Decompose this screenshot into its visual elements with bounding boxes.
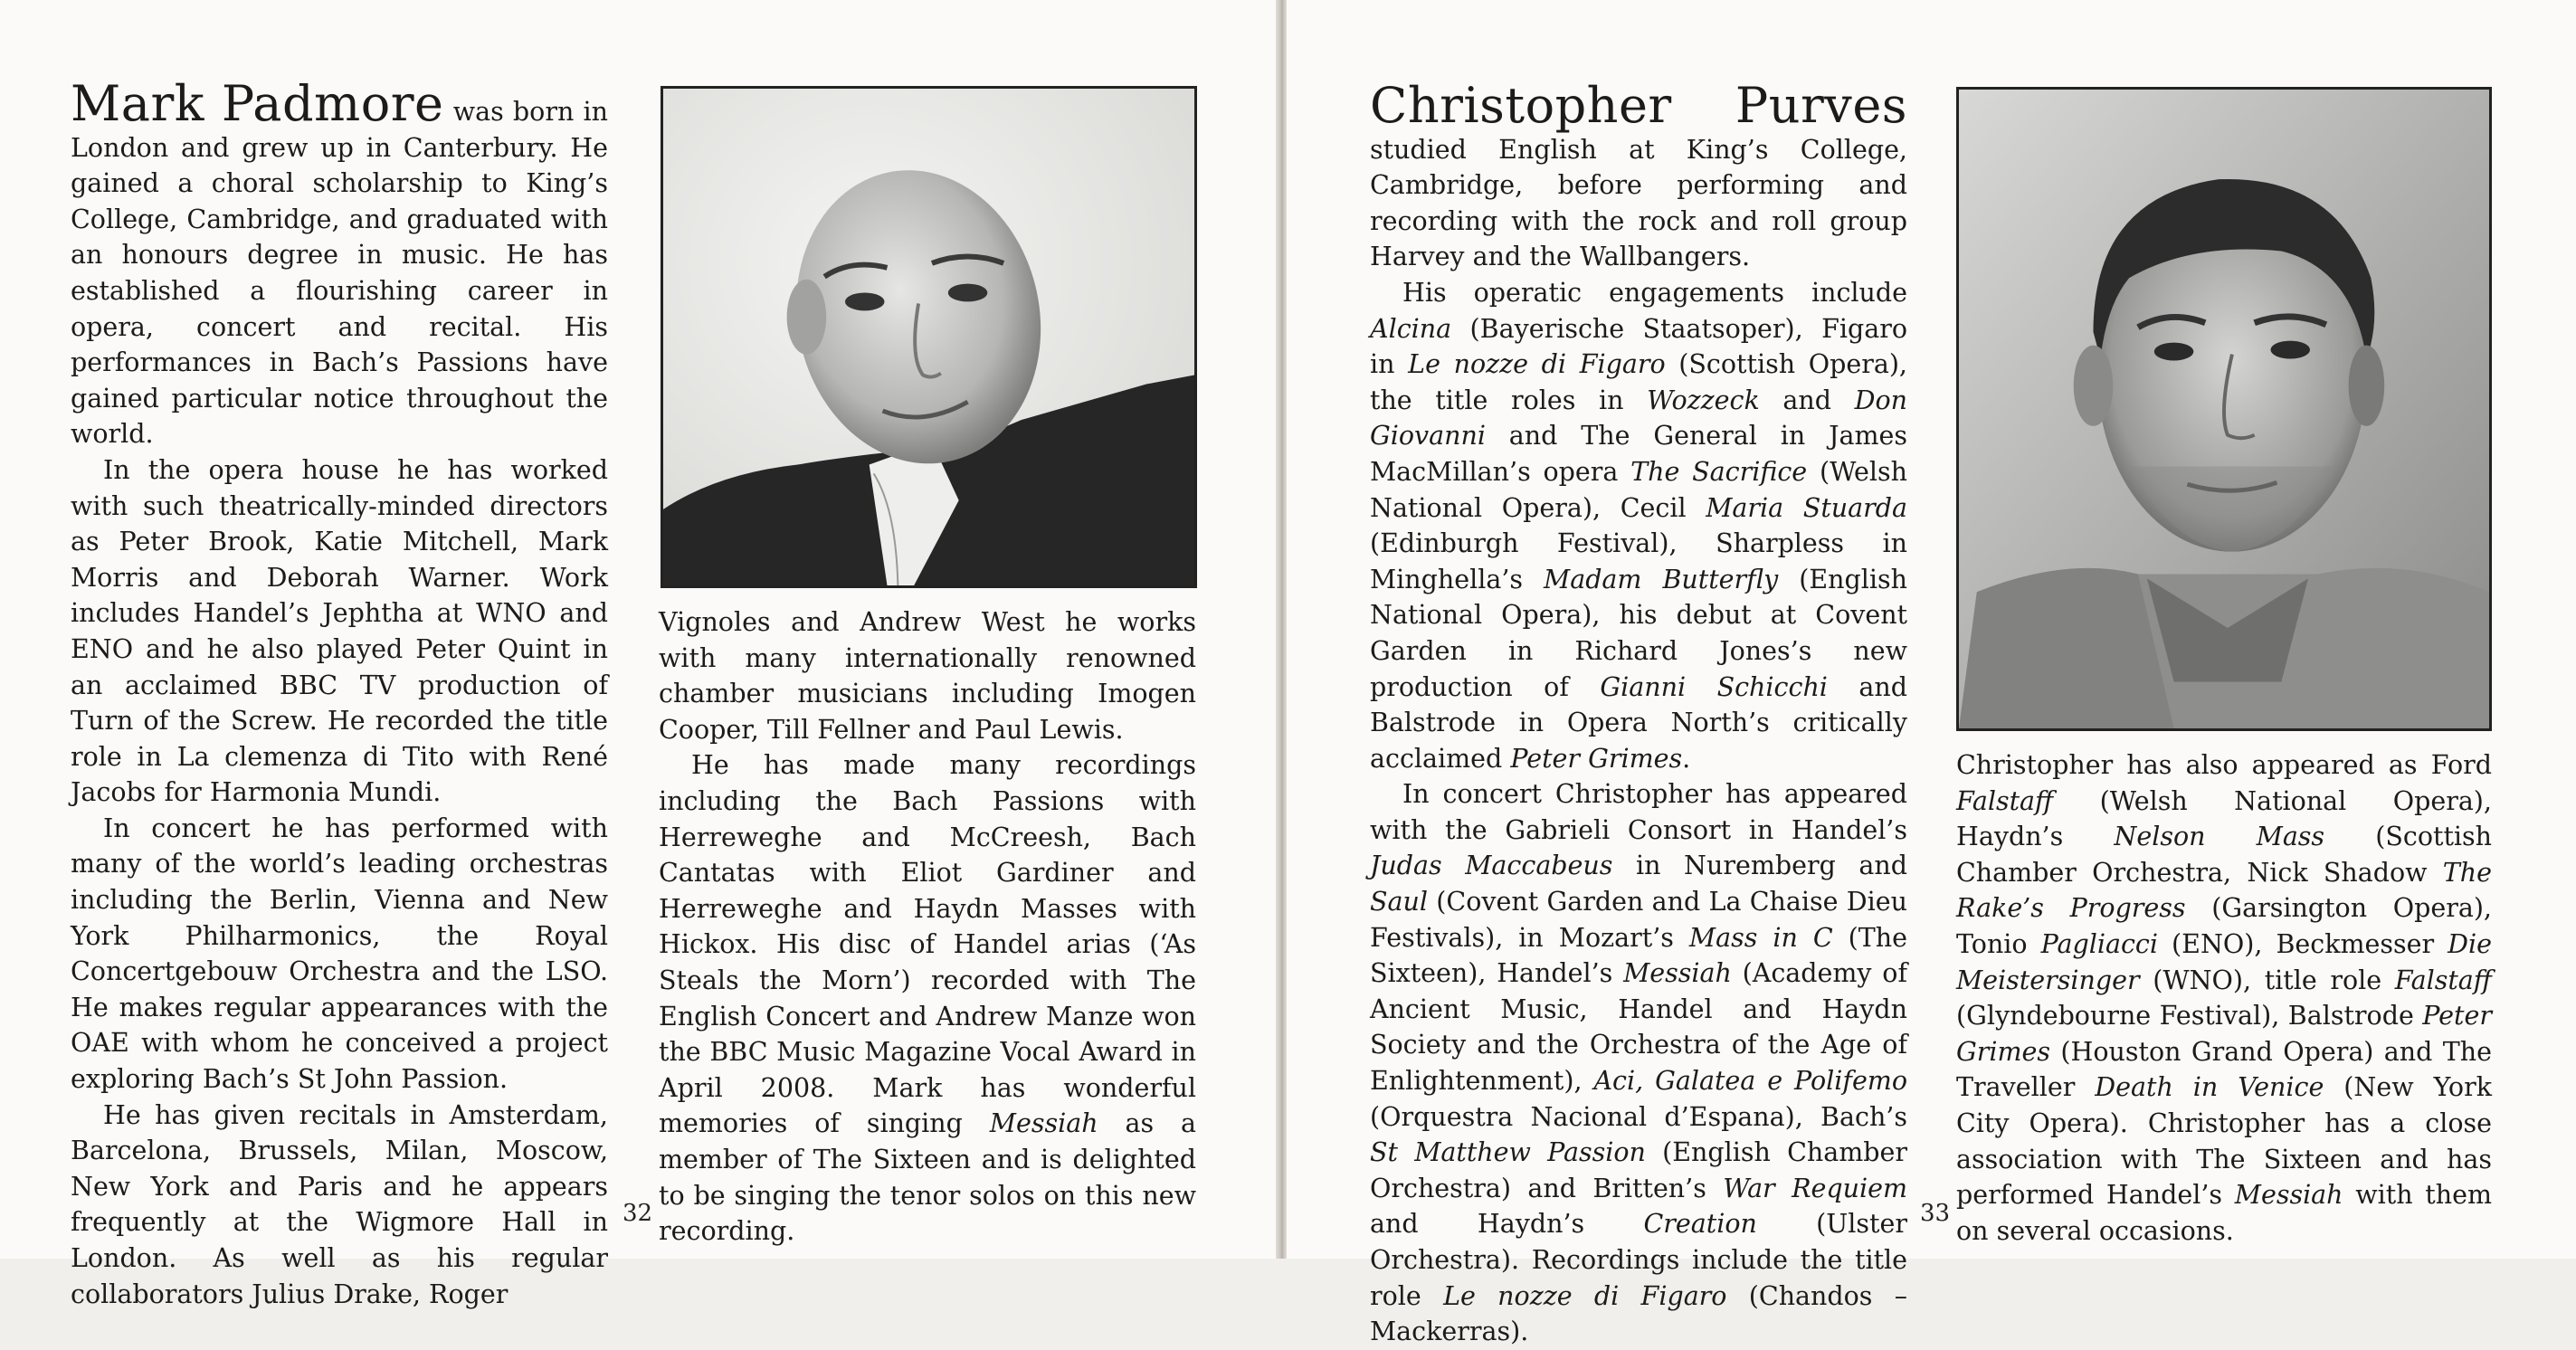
italic-title: Peter Grimes bbox=[1510, 743, 1683, 774]
italic-title: Death in Venice bbox=[2095, 1072, 2324, 1103]
italic-title: Falstaff bbox=[2394, 965, 2492, 995]
italic-title: Nelson Mass bbox=[2114, 822, 2325, 852]
page-number-left: 32 bbox=[623, 1200, 653, 1227]
bio-paragraph bbox=[1370, 77, 1907, 275]
right-page bbox=[1287, 0, 2576, 1347]
bio-paragraph bbox=[71, 452, 608, 811]
padmore-bio-column-2 bbox=[659, 604, 1196, 1250]
text-run: (Covent Garden and La Chaise Dieu Festivals), in Mozart’s bbox=[1370, 887, 1907, 953]
italic-title: The Sacrifice bbox=[1630, 456, 1808, 487]
bio-paragraph bbox=[1956, 747, 2492, 1249]
bio-paragraph bbox=[1370, 275, 1907, 776]
italic-title: Creation bbox=[1643, 1209, 1757, 1240]
text-run: (Bayerische Staatsoper), Figaro in bbox=[1370, 313, 1907, 380]
italic-title: Madam Butterfly bbox=[1544, 564, 1779, 594]
text-run: (Houston Grand Opera) and The Traveller bbox=[1956, 1036, 2492, 1103]
text-run: (Edinburgh Festival), Sharpless in Minghella’s bbox=[1370, 528, 1907, 594]
left-page bbox=[0, 0, 1276, 1309]
italic-title: Saul bbox=[1370, 887, 1428, 917]
text-run: (Welsh National Opera), Cecil bbox=[1370, 456, 1908, 523]
text-run: In concert Christopher has appeared with the Gabrieli Consort in Handel’s bbox=[1370, 779, 1907, 845]
italic-title: Messiah bbox=[1623, 958, 1732, 989]
text-run: (Orquestra Nacional d’Espana), Bach’s bbox=[1370, 1101, 1907, 1132]
text-run: . bbox=[1682, 743, 1691, 774]
text-run: (ENO), Beckmesser bbox=[2158, 928, 2448, 959]
text-run: (Scottish Chamber Orchestra, Nick Shadow bbox=[1956, 822, 2492, 888]
text-run: (Chandos – Mackerras). bbox=[1370, 1280, 1907, 1347]
text-run: (Welsh National Opera), Haydn’s bbox=[1956, 785, 2492, 852]
text-run: (WNO), title role bbox=[2139, 965, 2395, 995]
italic-title: Le nozze di Figaro bbox=[1408, 349, 1666, 380]
mark-padmore-portrait bbox=[661, 86, 1197, 588]
text-run: with them on several occasions. bbox=[1956, 1180, 2492, 1246]
christopher-purves-portrait bbox=[1956, 87, 2492, 731]
italic-title: St Matthew Passion bbox=[1370, 1137, 1646, 1168]
italic-title: Die Meistersinger bbox=[1956, 928, 2492, 995]
text-run: In concert he has performed with many of the world’s leading orchestras including the Berlin, Vienna and New York Philharmonics, the Royal Concertgebouw Orchestra and the LSO. He makes regular appearances with the OAE with whom he conceived a project exploring Bach’s St John Passion. bbox=[71, 813, 608, 1095]
artist-name: Mark Padmore bbox=[71, 75, 444, 132]
italic-title: Wozzeck bbox=[1647, 385, 1760, 415]
text-run: was born in London and grew up in Canterbury. He gained a choral scholarship to King’s College, Cambridge, and graduated with an honours degree in music. He has established a flourishing career in opera, concert and recital. His performances in Bach’s Passions have gained particular notice throughout the world. bbox=[71, 97, 608, 450]
text-run: studied English at King’s College, Cambridge, before performing and recording with the rock and roll group Harvey and the Wallbangers. bbox=[1370, 134, 1907, 272]
text-run: Vignoles and Andrew West he works with many internationally renowned chamber musicians including Imogen Cooper, Till Fellner and Paul Lewis. bbox=[659, 607, 1196, 745]
text-run: and bbox=[1759, 385, 1855, 415]
text-run: and Haydn’s bbox=[1370, 1209, 1644, 1240]
italic-title: Peter Grimes bbox=[1956, 1001, 2492, 1067]
text-run: (The Sixteen), Handel’s bbox=[1370, 922, 1908, 989]
text-run: (New York City Opera). Christopher has a close association with The Sixteen and has performed Handel’s bbox=[1956, 1072, 2492, 1211]
text-run: in Nuremberg and bbox=[1612, 851, 1907, 881]
book-spine bbox=[1276, 0, 1287, 1259]
italic-title: Le nozze di Figaro bbox=[1443, 1280, 1727, 1311]
artist-name: Christopher Purves bbox=[1370, 77, 1907, 134]
padmore-bio-column-1 bbox=[71, 75, 608, 1312]
text-run: (Scottish Opera), the title roles in bbox=[1370, 349, 1907, 415]
text-run: His operatic engagements include bbox=[1402, 277, 1907, 308]
bio-paragraph bbox=[71, 75, 608, 452]
italic-title: Gianni Schicchi bbox=[1600, 671, 1828, 702]
italic-title: Mass in C bbox=[1688, 922, 1833, 953]
text-run: (Ulster Orchestra). Recordings include the title role bbox=[1370, 1209, 1907, 1311]
bio-paragraph bbox=[71, 811, 608, 1098]
text-run: (English National Opera), his debut at Covent Garden in Richard Jones’s new production of bbox=[1370, 564, 1907, 702]
bio-paragraph bbox=[659, 604, 1196, 747]
text-run: and Balstrode in Opera North’s critically acclaimed bbox=[1370, 671, 1908, 774]
text-run: and The General in James MacMillan’s opera bbox=[1370, 421, 1907, 487]
text-run: In the opera house he has worked with such theatrically-minded directors as Peter Brook, Katie Mitchell, Mark Morris and Deborah Warner. Work includes Handel’s Jephtha at WNO and ENO and he also played Peter Quint in an acclaimed BBC TV production of Turn of the Screw. He recorded the title role in La clemenza di Tito with René Jacobs for Harmonia Mundi. bbox=[71, 454, 608, 808]
bio-paragraph bbox=[71, 1098, 608, 1313]
bio-paragraph bbox=[659, 747, 1196, 1249]
italic-title: Don Giovanni bbox=[1370, 385, 1907, 452]
text-run: (Garsington Opera), Tonio bbox=[1956, 893, 2492, 959]
italic-title: Alcina bbox=[1370, 313, 1452, 344]
italic-title: War Requiem bbox=[1723, 1173, 1908, 1203]
italic-title: Messiah bbox=[989, 1108, 1098, 1139]
italic-title: Messiah bbox=[2234, 1180, 2343, 1211]
purves-bio-column-2 bbox=[1956, 747, 2492, 1249]
text-run: He has given recitals in Amsterdam, Barcelona, Brussels, Milan, Moscow, New York and Paris and he appears frequently at the Wigmore Hall in London. As well as his regular collaborators Julius Drake, Roger bbox=[71, 1099, 608, 1309]
text-run: as a member of The Sixteen and is delighted to be singing the tenor solos on this new recording. bbox=[659, 1108, 1196, 1247]
text-run: (English Chamber Orchestra) and Britten’s bbox=[1370, 1137, 1908, 1203]
italic-title: Pagliacci bbox=[2040, 928, 2159, 959]
text-run: Christopher has also appeared as Ford bbox=[1956, 750, 2492, 780]
purves-bio-column-1 bbox=[1370, 77, 1908, 1350]
italic-title: The Rake’s Progress bbox=[1956, 857, 2492, 924]
text-run: (Academy of Ancient Music, Handel and Haydn Society and the Orchestra of the Age of Enlightenment), bbox=[1370, 958, 1907, 1097]
italic-title: Maria Stuarda bbox=[1706, 492, 1907, 523]
page-number-right: 33 bbox=[1920, 1200, 1951, 1227]
bio-paragraph bbox=[1370, 776, 1907, 1350]
italic-title: Judas Maccabeus bbox=[1370, 851, 1613, 881]
text-run: He has made many recordings including the Bach Passions with Herreweghe and McCreesh, Bach Cantatas with Eliot Gardiner and Herreweghe and Haydn Masses with Hickox. His disc of Handel arias (‘As Steals the Morn’) recorded with The English Concert and Andrew Manze won the BBC Music Magazine Vocal Award in April 2008. Mark has wonderful memories of singing bbox=[659, 750, 1196, 1139]
text-run: (Glyndebourne Festival), Balstrode bbox=[1956, 1001, 2423, 1032]
italic-title: Falstaff bbox=[1956, 785, 2054, 816]
italic-title: Aci, Galatea e Polifemo bbox=[1593, 1066, 1907, 1097]
